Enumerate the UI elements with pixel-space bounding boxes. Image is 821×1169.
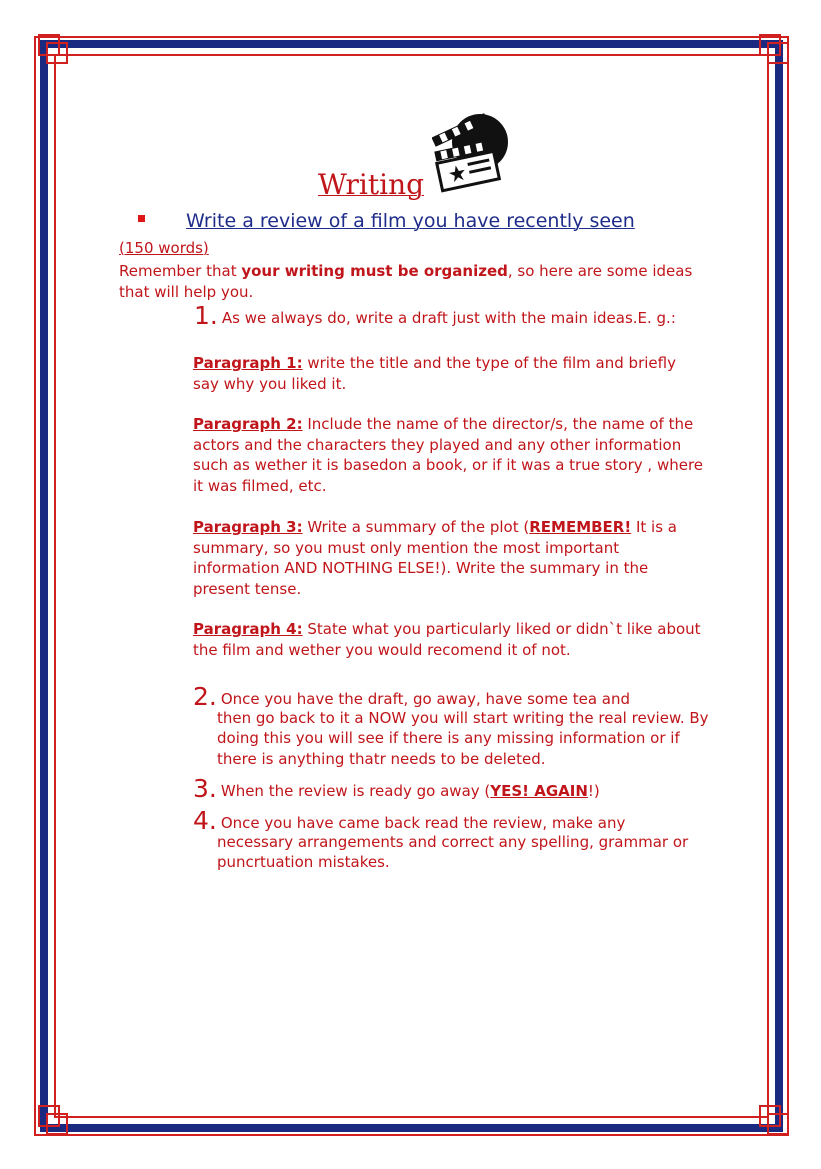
- paragraph-emphasis: REMEMBER!: [529, 518, 632, 536]
- paragraph-text-post: It is a summary, so you must only mention the most important information AND NOTHING ELSE!). Write the summary in the present tense.: [193, 518, 677, 598]
- step-1: [194, 301, 714, 330]
- step-text: As we always do, write a draft just with the main ideas.E. g.:: [221, 309, 676, 327]
- paragraph-1-guidance: [193, 353, 703, 394]
- paragraph-label: Paragraph 4:: [193, 620, 303, 638]
- step-text-first: Once you have came back read the review, make any: [220, 814, 626, 832]
- paragraph-text-pre: Write a summary of the plot (: [302, 518, 530, 536]
- step-text-rest: then go back to it a NOW you will start writing the real review. By doing this you will see if there is any missing information or if there is anything thatr needs to be deleted.: [217, 708, 709, 768]
- paragraph-label: Paragraph 2:: [193, 415, 303, 433]
- film-clapperboard-icon: [432, 112, 512, 196]
- bullet-square-icon: [138, 215, 145, 222]
- paragraph-label: Paragraph 3:: [193, 518, 303, 536]
- corner-ornament-bottom-right: [759, 1105, 789, 1135]
- step-number: 2.: [193, 682, 217, 711]
- corner-ornament-top-right: [759, 34, 789, 64]
- paragraph-text: State what you particularly liked or didn`t like about the film and wether you would recomend it of not.: [193, 620, 701, 659]
- step-emphasis: YES! AGAIN: [490, 782, 588, 800]
- step-number: 4.: [193, 806, 217, 835]
- corner-ornament-top-left: [38, 34, 68, 64]
- step-text-pre: When the review is ready go away (: [220, 782, 491, 800]
- step-text-post: !): [587, 782, 600, 800]
- page-title: Writing: [318, 168, 425, 201]
- paragraph-3-guidance: [193, 517, 703, 599]
- step-3: [193, 774, 713, 803]
- step-text-rest: necessary arrangements and correct any spelling, grammar or puncrtuation mistakes.: [217, 832, 689, 871]
- paragraph-4-guidance: [193, 619, 703, 660]
- step-4: [193, 806, 713, 873]
- paragraph-2-guidance: [193, 414, 703, 496]
- task-prompt: Write a review of a film you have recently seen: [186, 210, 635, 232]
- paragraph-label: Paragraph 1:: [193, 354, 303, 372]
- intro-text: [119, 261, 709, 303]
- paragraph-text: Include the name of the director/s, the name of the actors and the characters they played and any other information such as wether it is basedon a book, or if it was a true story , where it was filmed, etc.: [193, 415, 704, 495]
- step-text-first: Once you have the draft, go away, have some tea and: [220, 690, 631, 708]
- step-number: 1.: [194, 301, 218, 330]
- intro-emphasis: your writing must be organized: [241, 262, 508, 280]
- intro-post: , so here are some ideas that will help you.: [119, 262, 693, 301]
- intro-pre: Remember that: [119, 262, 242, 280]
- word-count: (150 words): [119, 239, 209, 257]
- corner-ornament-bottom-left: [38, 1105, 68, 1135]
- paragraph-text: write the title and the type of the film and briefly say why you liked it.: [193, 354, 676, 393]
- step-2: [193, 682, 713, 769]
- step-number: 3.: [193, 774, 217, 803]
